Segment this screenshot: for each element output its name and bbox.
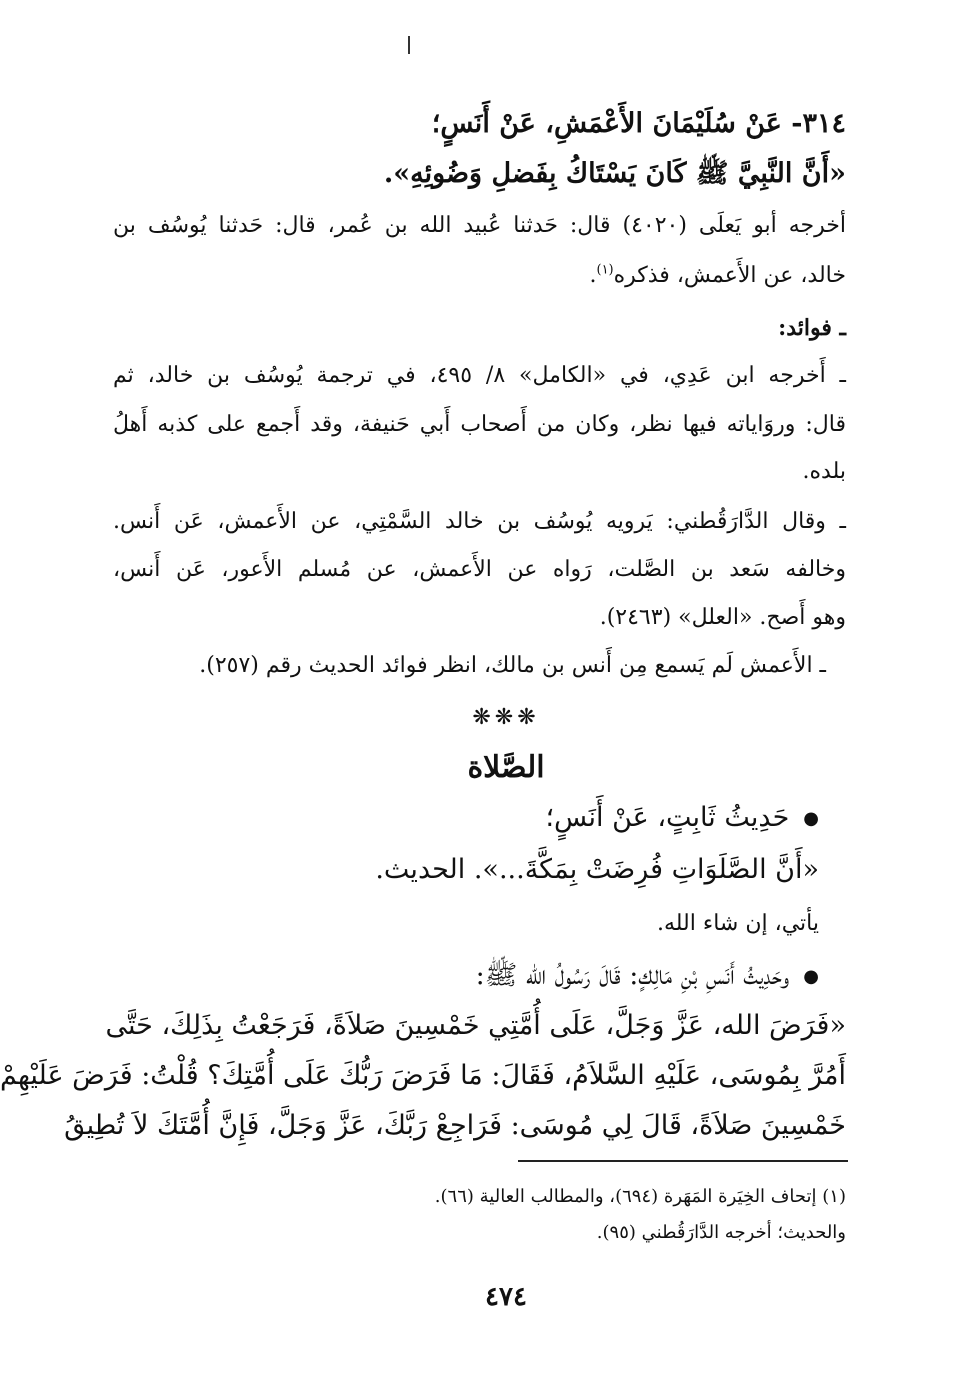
fawaid-p2-line-2: وخالفه سَعد بن الصَّلت، رَواه عن الأَعمش، عن مُسلم الأَعور، عَن أَنس، — [113, 557, 846, 582]
hadith-line-2: «أَنَّ النَّبِيَّ ﷺ كَانَ يَسْتَاكُ بِفَضلِ وَضُوئِهِ». — [383, 158, 846, 189]
hadith-line-1: ٣١٤- عَنْ سُلَيْمَانَ الأَعْمَشِ، عَنْ أَنَسٍ؛ — [431, 108, 846, 139]
fawaid-p2-line-1: ـ وقال الدَّارَقُطني: يَرويه يُوسُف بن خالد السَّمْتِي، عن الأَعمش، عَن أَنس. — [113, 509, 846, 534]
fawaid-p2-line-3: وهو أَصح. «العلل» (٢٤٦٣). — [599, 605, 846, 630]
salat-bullet-2-line-3: أَمُرَّ بِمُوسَى، عَلَيْهِ السَّلاَمُ، فَقَالَ: مَا فَرَضَ رَبُّكَ عَلَى أُمَّتِكَ؟ قُلْتُ: فَرَضَ عَلَيْهِمْ — [0, 1060, 846, 1091]
page-number: ٤٧٤ — [485, 1282, 527, 1312]
separator-stars: ❋❋❋ — [472, 705, 540, 730]
takhrij-line-1: أخرجه أبو يَعلَى (٤٠٢٠) قال: حَدثنا عُبيد الله بن عُمر، قال: حَدثنا يُوسُف بن — [113, 213, 847, 238]
footnote-1: (١) إتحاف الخِيَرة المَهَرة (٦٩٤)، والمطالب العالية (٦٦). — [434, 1186, 846, 1207]
salat-bullet-2-line-1: ● وحَدِيثُ أَنَسِ بْنِ مَالِكٍ: قَالَ رَسُولُ الله ﷺ: — [113, 958, 819, 993]
salat-bullet-1-line-1: ● حَدِيثُ ثَابِتٍ، عَنْ أَنَسٍ؛ — [113, 800, 819, 835]
salat-bullet-2-line-2: «فَرَضَ الله، عَزَّ وَجَلَّ، عَلَى أُمَّتِي خَمْسِينَ صَلاَةً، فَرَجَعْتُ بِذَلِكَ، حَتَّى — [105, 1010, 846, 1041]
fawaid-p1-line-2: قال: وروَاياته فيها نظر، وكان من أَصحاب أَبي حَنيفة، وقد أَجمع على كذبه أَهلُ — [113, 412, 846, 437]
takhrij-text: خالد، عن الأَعمش، فذكره — [613, 263, 846, 288]
fawaid-p3: ـ الأَعمش لَم يَسمع مِن أَنس بن مالك، انظر فوائد الحديث رقم (٢٥٧). — [199, 653, 826, 678]
salat-bullet-1-line-2: «أَنَّ الصَّلَوَاتِ فُرِضَتْ بِمَكَّةَ...». الحديث. — [375, 854, 819, 885]
takhrij-end: . — [589, 263, 597, 288]
salat-note: يأتي، إن شاء الله. — [656, 911, 819, 936]
salat-bullet-2-line-4: خَمْسِينَ صَلاَةً، قَالَ لِي مُوسَى: فَرَاجِعْ رَبَّكَ، عَزَّ وَجَلَّ، فَإِنَّ أُمَّتَكَ لاَ تُطِيقُ — [64, 1110, 846, 1141]
top-mark — [408, 36, 410, 54]
fawaid-p1-line-1: ـ أَخرجه ابن عَدِي، في «الكامل» ٨/ ٤٩٥، في ترجمة يُوسُف بن خالد، ثم — [113, 363, 847, 388]
fawaid-heading: ـ فوائد: — [778, 315, 846, 341]
fawaid-p1-line-3: بلده. — [802, 459, 846, 484]
footnote-ref: (١) — [596, 262, 614, 278]
footnote-2: والحديث؛ أخرجه الدَّارَقُطني (٩٥). — [596, 1222, 846, 1243]
section-title: الصَّلاة — [467, 750, 545, 785]
takhrij-line-2 — [113, 262, 846, 291]
footnote-divider — [518, 1160, 848, 1162]
